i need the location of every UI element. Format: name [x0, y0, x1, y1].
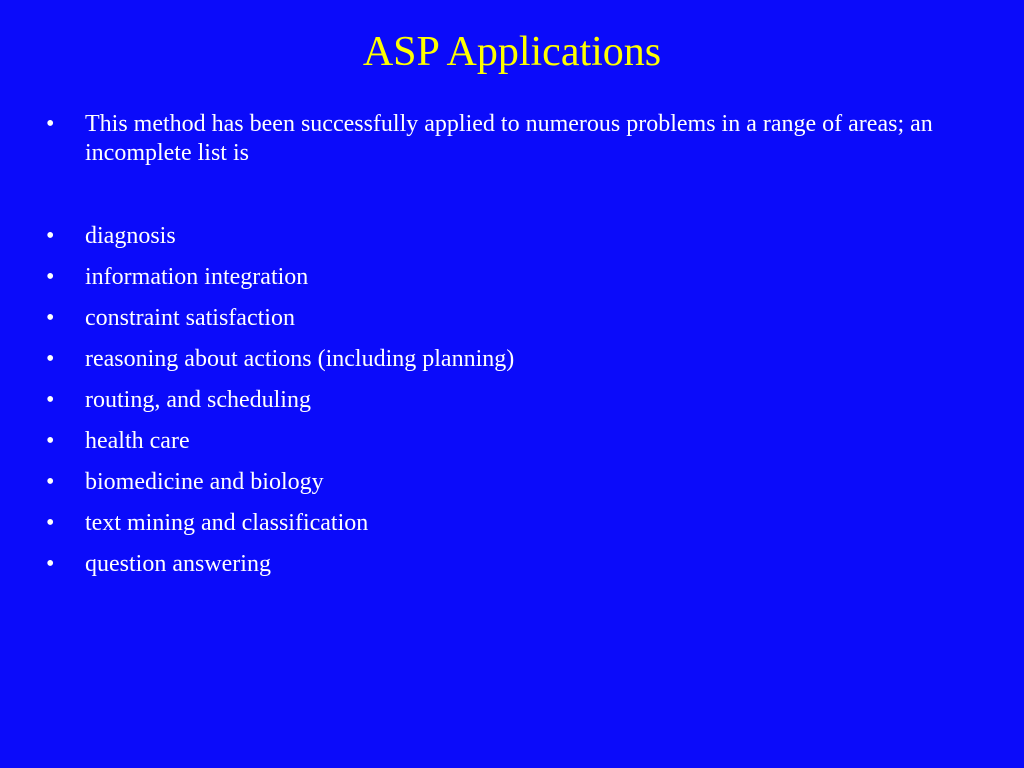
list-item-label: diagnosis: [85, 223, 176, 249]
slide-title: ASP Applications: [362, 29, 662, 75]
list-item: [46, 550, 966, 579]
list-item-label: text mining and classification: [85, 510, 369, 536]
list-item-label: biomedicine and biology: [85, 469, 324, 495]
bullet-icon: •: [46, 264, 55, 290]
list-item: [46, 304, 966, 333]
list-item: [46, 386, 966, 415]
list-item: [46, 345, 966, 374]
bullet-icon: •: [46, 111, 55, 137]
bullet-icon: •: [46, 551, 55, 577]
list-item: [46, 468, 966, 497]
list-item-label: reasoning about actions (including planning): [85, 346, 515, 372]
list-item-label: routing, and scheduling: [85, 387, 311, 413]
list-item-label: constraint satisfaction: [85, 305, 295, 331]
list-item-label: information integration: [85, 264, 309, 290]
list-item: [46, 509, 966, 538]
applications-list: [46, 222, 966, 591]
intro-item: [46, 110, 966, 168]
intro-text: This method has been successfully applied to numerous problems in a range of areas; an incomplete list is: [85, 111, 933, 166]
list-item: [46, 263, 966, 292]
bullet-icon: •: [46, 346, 55, 372]
intro-list: [46, 110, 966, 180]
bullet-icon: •: [46, 469, 55, 495]
bullet-icon: •: [46, 387, 55, 413]
list-item: [46, 427, 966, 456]
bullet-icon: •: [46, 223, 55, 249]
list-item-label: health care: [85, 428, 190, 454]
bullet-icon: •: [46, 510, 55, 536]
bullet-icon: •: [46, 305, 55, 331]
list-item-label: question answering: [85, 551, 271, 577]
bullet-icon: •: [46, 428, 55, 454]
list-item: [46, 222, 966, 251]
